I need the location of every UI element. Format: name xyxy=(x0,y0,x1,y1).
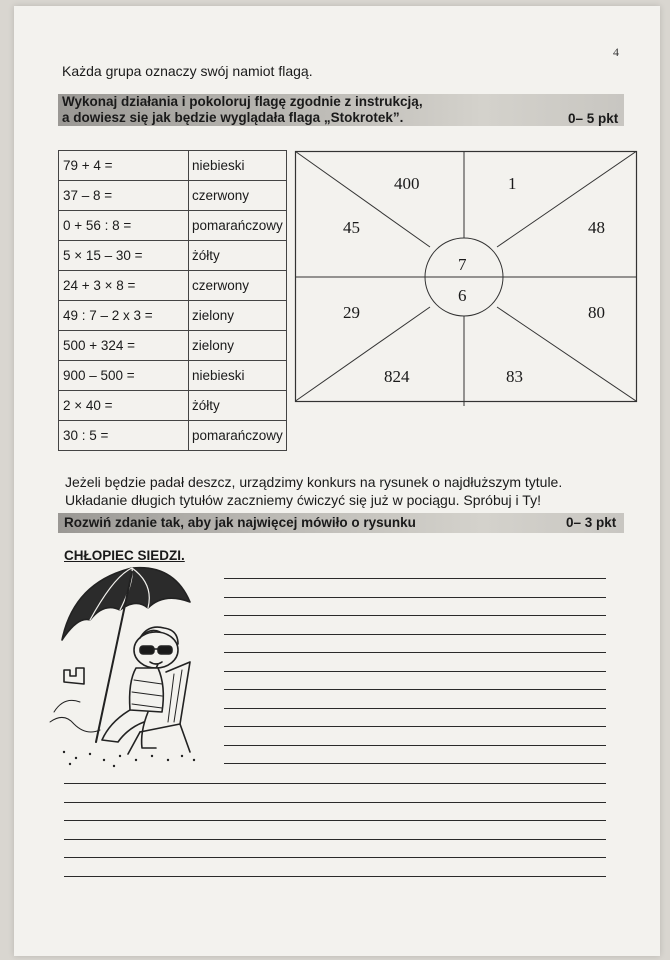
table-row xyxy=(59,151,287,181)
table-row xyxy=(59,421,287,451)
paragraph-line2: Układanie długich tytułów zaczniemy ćwiczyć się już w pociągu. Spróbuj i Ty! xyxy=(65,492,541,508)
writing-line[interactable] xyxy=(64,783,606,784)
writing-line[interactable] xyxy=(224,652,606,653)
flag-number-bottom-right: 83 xyxy=(506,367,523,386)
flag-number-bottom-left: 824 xyxy=(384,367,410,386)
boy-under-umbrella-illustration xyxy=(44,562,204,772)
flag-number-left-upper: 45 xyxy=(343,218,360,237)
task1-line1: Wykonaj działania i pokoloruj flagę zgodnie z instrukcją, xyxy=(62,94,423,109)
operation-color: zielony xyxy=(189,331,287,361)
table-row xyxy=(59,181,287,211)
operation-color: żółty xyxy=(189,391,287,421)
table-row xyxy=(59,331,287,361)
task1-points: 0– 5 pkt xyxy=(568,111,619,126)
intro-text: Każda grupa oznaczy swój namiot flagą. xyxy=(62,63,313,79)
flag-number-right-lower: 80 xyxy=(588,303,605,322)
writing-line[interactable] xyxy=(64,839,606,840)
flag-number-left-lower: 29 xyxy=(343,303,360,322)
operation-expression: 37 – 8 = xyxy=(59,181,189,211)
flag-number-top-right: 1 xyxy=(508,174,517,193)
operation-color: żółty xyxy=(189,241,287,271)
operation-expression: 2 × 40 = xyxy=(59,391,189,421)
paragraph-line1: Jeżeli będzie padał deszcz, urządzimy konkurs na rysunek o najdłuższym tytule. xyxy=(65,474,563,490)
flag-diagonal xyxy=(296,152,431,248)
operation-color: pomarańczowy xyxy=(189,211,287,241)
table-row xyxy=(59,241,287,271)
operation-color: niebieski xyxy=(189,151,287,181)
writing-line[interactable] xyxy=(224,615,606,616)
flag-diagram xyxy=(294,150,640,406)
table-row xyxy=(59,271,287,301)
operation-expression: 500 + 324 = xyxy=(59,331,189,361)
writing-line[interactable] xyxy=(224,578,606,579)
writing-line[interactable] xyxy=(224,726,606,727)
flag-diagonal xyxy=(296,307,431,401)
task1-line2: a dowiesz się jak będzie wyglądała flaga „Stokrotek”. xyxy=(62,110,404,125)
writing-line[interactable] xyxy=(224,745,606,746)
flag-number-center-bottom: 6 xyxy=(458,286,467,305)
flag-number-right-upper: 48 xyxy=(588,218,605,237)
operation-color: niebieski xyxy=(189,361,287,391)
operation-color: czerwony xyxy=(189,271,287,301)
task2-instruction: Rozwiń zdanie tak, aby jak najwięcej mówiło o rysunku xyxy=(64,515,416,530)
operation-expression: 24 + 3 × 8 = xyxy=(59,271,189,301)
writing-line[interactable] xyxy=(224,597,606,598)
table-row xyxy=(59,301,287,331)
operation-color: czerwony xyxy=(189,181,287,211)
table-row xyxy=(59,391,287,421)
flag-diagonal xyxy=(497,307,636,401)
task2-points: 0– 3 pkt xyxy=(566,515,617,530)
flag-number-top-left: 400 xyxy=(394,174,420,193)
writing-line[interactable] xyxy=(224,708,606,709)
writing-line[interactable] xyxy=(224,689,606,690)
operation-color: pomarańczowy xyxy=(189,421,287,451)
flag-number-center-top: 7 xyxy=(458,255,467,274)
flag-diagonal xyxy=(497,152,636,248)
writing-line[interactable] xyxy=(224,634,606,635)
page-number: 4 xyxy=(613,45,619,59)
operation-expression: 49 : 7 – 2 x 3 = xyxy=(59,301,189,331)
operation-expression: 79 + 4 = xyxy=(59,151,189,181)
writing-line[interactable] xyxy=(64,820,606,821)
writing-line[interactable] xyxy=(224,763,606,764)
operation-expression: 900 – 500 = xyxy=(59,361,189,391)
operation-color: zielony xyxy=(189,301,287,331)
writing-line[interactable] xyxy=(224,671,606,672)
operation-expression: 0 + 56 : 8 = xyxy=(59,211,189,241)
writing-line[interactable] xyxy=(64,876,606,877)
table-row xyxy=(59,211,287,241)
task1-instruction xyxy=(62,94,423,126)
operation-expression: 5 × 15 – 30 = xyxy=(59,241,189,271)
writing-line[interactable] xyxy=(64,857,606,858)
contest-paragraph xyxy=(65,473,562,509)
table-row xyxy=(59,361,287,391)
writing-line[interactable] xyxy=(64,802,606,803)
sentence-start: CHŁOPIEC SIEDZI. xyxy=(64,548,185,563)
operation-expression: 30 : 5 = xyxy=(59,421,189,451)
operations-table xyxy=(58,150,287,451)
